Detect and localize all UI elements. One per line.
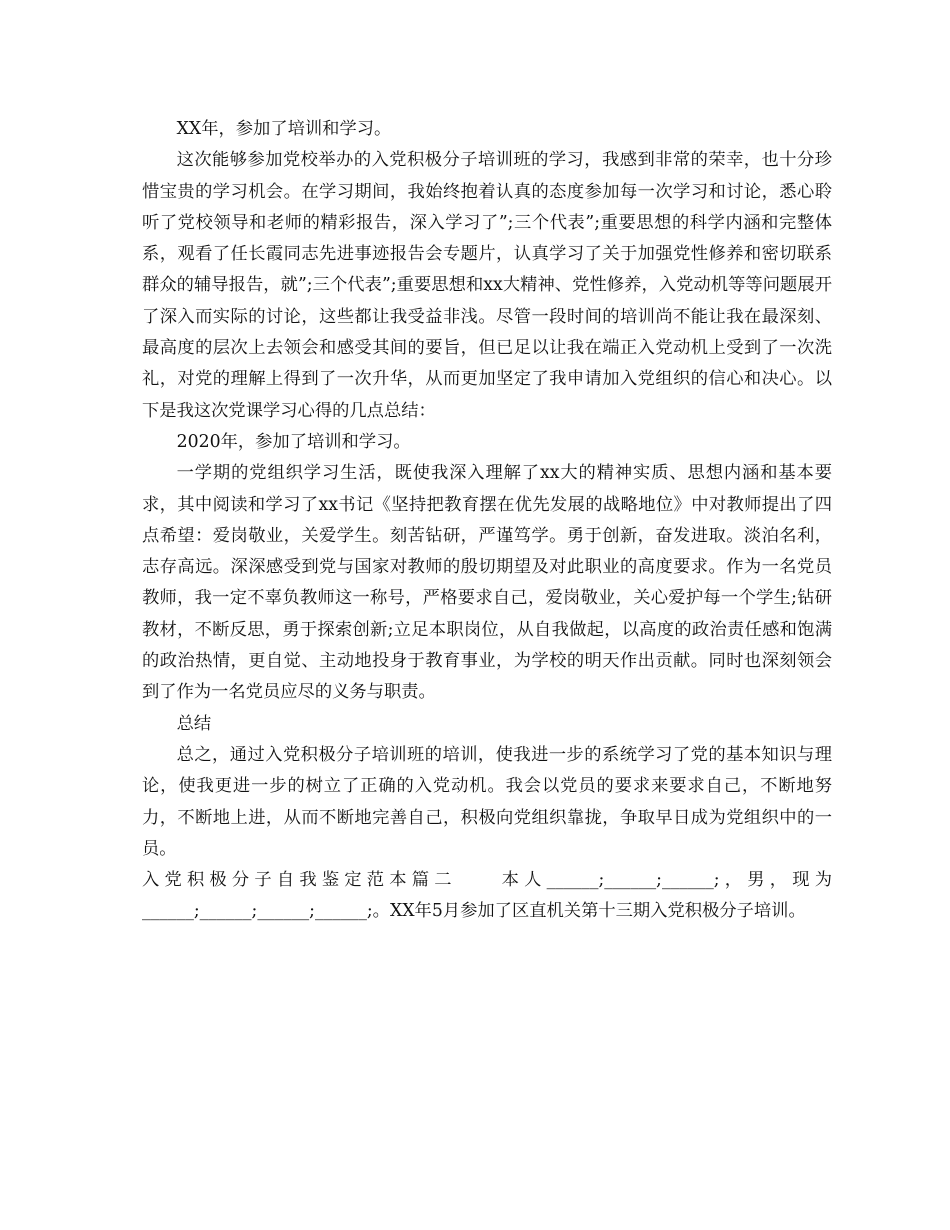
section-heading-summary: 总结	[176, 713, 212, 734]
document-body	[142, 114, 832, 928]
paragraph-2020-year: 2020年，参加了培训和学习。	[176, 431, 411, 452]
paragraph-semester-study: 一学期的党组织学习生活，既使我深入理解了xx大的精神实质、思想内涵和基本要求，其中阅读和学习了xx书记《坚持把教育摆在优先发展的战略地位》中对教师提出了四点希望：爱岗敬业，关爱学生。刻苦钻研，严谨笃学。勇于创新，奋发进取。淡泊名利，志存高远。深深感受到党与国家对教师的殷切期望及对此职业的高度要求。作为一名党员教师，我一定不辜负教师这一称号，严格要求自己，爱岗敬业，关心爱护每一个学生;钻研教材，不断反思，勇于探索创新;立足本职岗位，从自我做起，以高度的政治责任感和饱满的政治热情，更自觉、主动地投身于教育事业，为学校的明天作出贡献。同时也深刻领会到了作为一名党员应尽的义务与职责。	[142, 463, 832, 703]
paragraph-intro-year: XX年，参加了培训和学习。	[176, 119, 392, 139]
paragraph-summary: 总之，通过入党积极分子培训班的培训，使我进一步的系统学习了党的基本知识与理论，使我更进一步的树立了正确的入党动机。我会以党员的要求来要求自己，不断地努力，不断地上进，从而不断地完善自己，积极向党组织靠拢，争取早日成为党组织中的一员。	[142, 744, 832, 859]
paragraph-training-experience: 这次能够参加党校举办的入党积极分子培训班的学习，我感到非常的荣幸，也十分珍惜宝贵的学习机会。在学习期间，我始终抱着认真的态度参加每一次学习和讨论，悉心聆听了党校领导和老师的精彩报告，深入学习了”;三个代表”;重要思想的科学内涵和完整体系，观看了任长霞同志先进事迹报告会专题片，认真学习了关于加强党性修养和密切联系群众的辅导报告，就”;三个代表”;重要思想和xx大精神、党性修养，入党动机等等问题展开了深入而实际的讨论，这些都让我受益非浅。尽管一段时间的培训尚不能让我在最深刻、最高度的层次上去领会和感受其间的要旨，但已足以让我在端正入党动机上受到了一次洗礼，对党的理解上得到了一次升华，从而更加坚定了我申请加入党组织的信心和决心。以下是我这次党课学习心得的几点总结：	[142, 150, 832, 421]
paragraph-sample-two: 入党积极分子自我鉴定范本篇二 本人______;______;______;，男，现为______;______;______;______;。XX年5月参加了区直机关第十三期入党积极分子培训。	[142, 870, 832, 922]
